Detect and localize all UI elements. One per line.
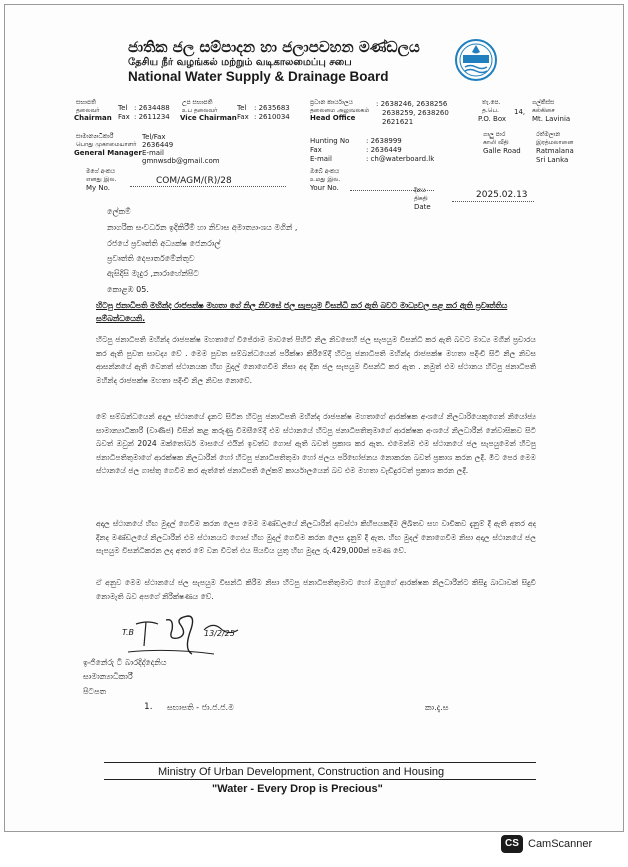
recipient-line: කොළඹ 05. — [107, 285, 149, 294]
my-no-label-ta: எனது இல. — [86, 176, 117, 183]
org-name-tamil: தேசிய நீர் வழங்கல் மற்றும் வடிகாலமைப்பு சபை — [128, 57, 352, 68]
recipient-line: රජයේ ප්‍රවෘත්ති අධ්‍යක්ෂ ජෙනරාල් — [107, 239, 221, 248]
date-label-ta: திகதி — [414, 195, 428, 202]
body-paragraph: මේ සම්බන්ධයෙන් අදාල ස්ථානයේ දැනට සිටින හිටපු ජනාධිපති මහින්ද රාජපක්ෂ මහතාගේ ආරක්ෂක අංශයේ නිලධාරියෙකුගෙන් නියෝජ්‍ය සාමාන්‍යාධිකාරී (වාණිජ) විසින් කළ කරුණු විමසීමේදී එම ස්ථානයේ හිටපු ජනාධිපතිතුමාගේ ආරක්ෂක අංශයේ නිලධාරීන් නේවාසිකව සිටි බවත් ඔවුන් 2024 ඔක්තෝබර් මාසයේ එයින් ඉවත්ව ගොස් ඇති බවත් ප්‍රකාශ කර ඇත. එමෙන්ම එම ස්ථානයේ ජල සැපයුමෙන් හිටපු ජනාධිපතිතුමාගේ ආරක්ෂක නිලධාරීන් හෝ හිටපු ජනාධිපතිතුමා හෝ ජලය පරිභෝජනය නොකරන බවත් ප්‍රකාශ කරන ලදී. මීට පෙර මෙම ස්ථානයේ ජල ගාස්තු ගෙවීම කර ඇත්තේ ජනාධිපති ලේකම් කාර්යාලයෙන් බව එම මහතා වැඩිදුරටත් ප්‍රකාශ කරන ලදී. — [96, 412, 536, 476]
my-no-dotted-line — [130, 186, 286, 187]
footer-slogan: "Water - Every Drop is Precious" — [212, 783, 383, 795]
copy-number: 1. — [144, 702, 153, 712]
hunting-fax-label: Fax — [310, 146, 322, 154]
gm-label-en: General Manager — [74, 149, 142, 157]
hunting-email: : ch@waterboard.lk — [366, 155, 435, 163]
body-paragraph: අදාල ස්ථානයේ හිඟ මුදල් ගෙවීම කරන ලෙස මෙම මණ්ඩලයේ නිලධාරීන් අවස්ථා කිහිපයකදීම ලිඛිතව සහ වාචිකව දැනුම් දී ඇති අතර අද දිනද මණ්ඩලයේ නිලධාරීන් එම ස්ථානයට ගොස් හිඟ මුදල් ගෙවීම කරන ලෙස දැනුම් දී ඇත. හිඟ මුදල් නොගෙවීම නිසා අදාල ස්ථානයේ ජල සැපයුම විසන්ධිකරන ලද අතර මේ වන විටත් එය පියවිය යුතු හිඟ මුදල රු.429,000ක් පමණ වේ. — [96, 519, 536, 556]
hunting-fax: : 2636449 — [366, 146, 402, 154]
signature-initials: T.B — [122, 628, 134, 637]
hunting-email-label: E-mail — [310, 155, 332, 163]
copy-label: පිටපත — [83, 687, 107, 696]
chairman-fax: : 2611234 — [134, 113, 170, 121]
my-no-label-en: My No. — [86, 184, 111, 192]
footer-ministry: Ministry Of Urban Development, Construction and Housing — [158, 766, 445, 778]
vice-chairman-label-en: Vice Chairman — [180, 114, 237, 122]
subject-line: හිටපු ජනාධිපති මහින්ද රාජපක්ෂ මහතා ගේ නිල නිවසේ ජල සැපයුම විසන්ධි කර ඇති බවට මාධ්‍යවල පළ කර ඇති ප්‍රවෘත්තිය සම්බන්ධයෙනි. — [96, 301, 508, 323]
recipient-line: නාගරික සංවර්ධන ඉදිකිරීම් හා නිවාස අමාත්‍යාංශය මගින් , — [107, 223, 298, 232]
po-label-en: P.O. Box — [478, 115, 507, 123]
your-no-label-si: ඔබේ අංකය — [310, 168, 340, 175]
head-office-tel: : 2638246, 2638256 — [376, 100, 448, 108]
ratmalana-label-ta: இரத்மலானை — [536, 139, 574, 146]
ratmalana-label-si: රත්මලාන — [536, 131, 561, 138]
head-office-tel3: 2621621 — [382, 118, 414, 126]
gm-label-si: සාමාන්‍යාධිකාරී — [76, 133, 114, 140]
gm-telfax-label: Tel/Fax — [142, 133, 166, 141]
city-label-ta: கல்கிசை — [532, 107, 555, 114]
org-name-english: National Water Supply & Drainage Board — [128, 69, 389, 84]
vice-chairman-label-si: උප සභාපති — [182, 99, 213, 106]
chairman-label-ta: தலைவர் — [76, 107, 100, 114]
your-no-label-ta: உமது இல. — [310, 176, 341, 183]
galle-road-label-en: Galle Road — [483, 147, 521, 155]
po-number: 14, — [514, 108, 526, 116]
copy-note: කා.දැ.ස — [425, 703, 449, 712]
gm-label-ta: பொது முகாமையாளர் — [76, 141, 137, 148]
signatory-title: සාමාන්‍යාධිකාරී — [83, 672, 133, 681]
ratmalana-label-en: Ratmalana — [536, 147, 574, 155]
vice-chairman-fax-label: Fax — [237, 113, 249, 121]
copy-to: සභාපති - ජා.ජ.ජ.ම — [167, 703, 234, 712]
po-label-si: තැ.පෙ. — [482, 99, 501, 106]
date-label-si: දිනය — [414, 187, 426, 194]
head-office-label-ta: தலைமை அலுவலகம் — [310, 107, 370, 114]
vice-chairman-fax: : 2610034 — [254, 113, 290, 121]
head-office-label-en: Head Office — [310, 114, 356, 122]
body-paragraph: හිටපු ජනාධිපති මහින්ද රාජපක්ෂ මහතාගේ විජේරාම මාවතේ පිහිටි නිල නිවසෙහි ජල සැපයුම විසන්ධි කර ඇති බවට මාධ්‍ය මගින් ප්‍රචාරය කර ඇති පුවත සාවද්‍ය වේ . මෙම පුවත සම්බන්ධයෙන් පරීක්ෂා කිරීමේදී හිටපු ජනාධිපති මහින්ද රාජපක්ෂ මහතා පදිංචි සිටි නිල නිවස ආසන්නයේ ඇති වෙනත් ස්ථානයක හිඟ මුදල් නොගෙවීම නිසා අද දින ජල සැපයුම විසන්ධි කර ඇත . නමුත් එම ස්ථානය හිටපු ජනාධිපති මහින්ද රාජපක්ෂ මහතා පදිංචි නිල නිවස නොවේ. — [96, 335, 536, 385]
city-label-si: ගල්කිස්ස — [532, 99, 555, 106]
chairman-tel-label: Tel — [118, 104, 128, 112]
my-no-value: COM/AGM/(R)/28 — [156, 176, 232, 186]
footer-rule-bottom — [104, 779, 536, 780]
head-office-label-si: ප්‍රධාන කාර්යාලය — [310, 99, 353, 106]
vice-chairman-tel-label: Tel — [237, 104, 247, 112]
camscanner-badge: CS — [501, 835, 523, 853]
date-dotted-line — [452, 201, 534, 202]
chairman-label-en: Chairman — [74, 114, 112, 122]
recipient-line: ඇසිදිසි මැදුර ,නාරාහේන්පිට — [107, 269, 199, 278]
signature-date: 13/2/25 — [204, 629, 235, 638]
recipient-line: ප්‍රවෘත්ති දෙපාර්තමේන්තුව — [107, 254, 195, 263]
my-no-label-si: මගේ අංකය — [86, 168, 116, 175]
footer-rule-top — [104, 762, 536, 763]
date-value: 2025.02.13 — [476, 190, 528, 200]
galle-road-label-ta: காலி வீதி — [483, 139, 509, 146]
galle-road-label-si: ගාලු පාර — [483, 131, 506, 138]
recipient-line: ලේකම් — [107, 207, 131, 216]
hunting-label: Hunting No — [310, 137, 350, 145]
gm-email-label: E-mail — [142, 149, 164, 157]
org-name-sinhala: ජාතික ජල සම්පාදන හා ජලාපවහන මණ්ඩලය — [128, 38, 420, 56]
chairman-fax-label: Fax — [118, 113, 130, 121]
date-label-en: Date — [414, 203, 431, 211]
chairman-label-si: සභාපති — [76, 99, 96, 106]
hunting-number: : 2638999 — [366, 137, 402, 145]
vice-chairman-tel: : 2635683 — [254, 104, 290, 112]
signatory-name: ඉංජිනේරු ටී බාරදිද්දෙනිය — [83, 658, 167, 667]
ratmalana-country: Sri Lanka — [536, 156, 569, 164]
your-no-label-en: Your No. — [310, 184, 339, 192]
city-label-en: Mt. Lavinia — [532, 115, 571, 123]
po-label-ta: த.பெ. — [482, 107, 499, 114]
chairman-tel: : 2634488 — [134, 104, 170, 112]
vice-chairman-label-ta: உப தலைவர் — [182, 107, 218, 114]
gm-telfax: 2636449 — [142, 141, 174, 149]
body-paragraph: ඒ අනුව මෙම ස්ථානයේ ජල සැපයුම විසන්ධි කිරීම නිසා හිටපු ජනාධිපතිතුමාට හෝ ඔහුගේ ආරක්ෂක නිලධාරීන්ට කිසිදු බාධාවක් සිදුවී නොමැති බව අපගේ නිරීක්ෂණය වේ. — [96, 578, 536, 601]
head-office-tel2: 2638259, 2638260 — [382, 109, 449, 117]
camscanner-name: CamScanner — [528, 838, 593, 850]
gm-email: gmnwsdb@gmail.com — [142, 157, 220, 165]
nwsdb-logo — [447, 37, 505, 83]
